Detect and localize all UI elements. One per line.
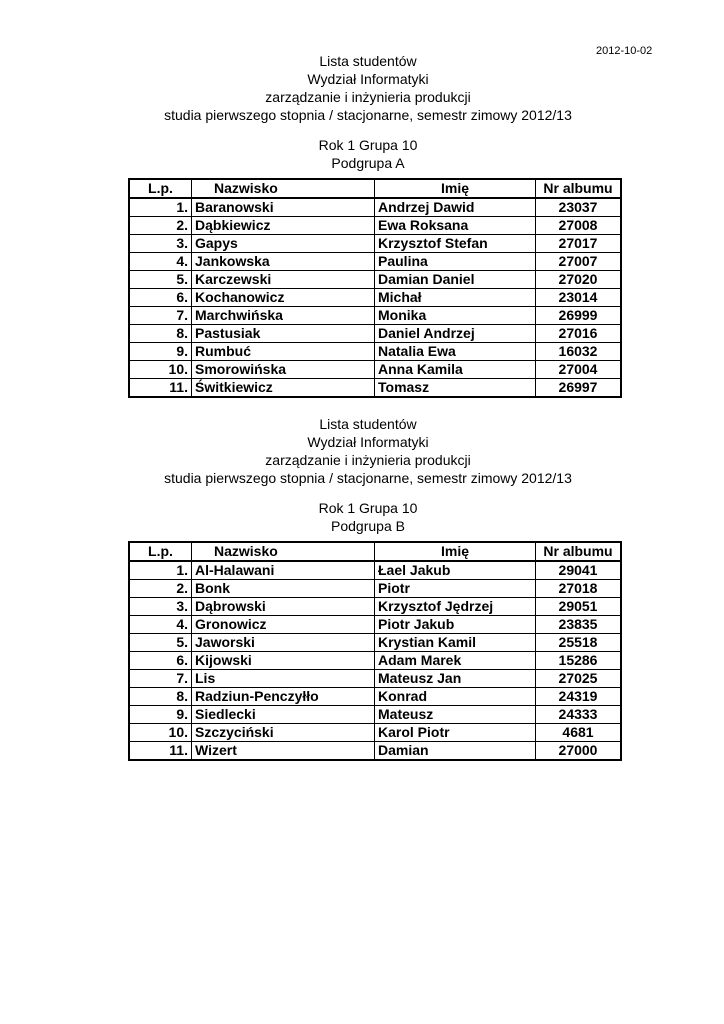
study-mode-semester: studia pierwszego stopnia / stacjonarne, semestr zimowy 2012/13 — [164, 107, 572, 123]
cell-lp: 5. — [129, 634, 192, 652]
cell-lp: 10. — [129, 724, 192, 742]
cell-lp: 4. — [129, 616, 192, 634]
cell-album: 4681 — [536, 724, 622, 742]
cell-lp: 9. — [129, 343, 192, 361]
cell-surname: Radziun-Penczyłło — [192, 688, 375, 706]
table-row — [129, 235, 621, 253]
cell-surname: Lis — [192, 670, 375, 688]
table-row — [129, 361, 621, 379]
table-row — [129, 616, 621, 634]
cell-lp: 5. — [129, 271, 192, 289]
year-group: Rok 1 Grupa 10 — [318, 137, 418, 153]
cell-lp: 1. — [129, 561, 192, 580]
field-of-study: zarządzanie i inżynieria produkcji — [265, 452, 471, 468]
field-of-study: zarządzanie i inżynieria produkcji — [265, 89, 471, 105]
cell-surname: Rumbuć — [192, 343, 375, 361]
table-row — [129, 670, 621, 688]
subgroup-label: Podgrupa A — [331, 155, 405, 171]
cell-album: 29051 — [536, 598, 622, 616]
year-group: Rok 1 Grupa 10 — [318, 500, 418, 516]
cell-album: 26997 — [536, 379, 622, 398]
cell-firstname: Mateusz Jan — [375, 670, 536, 688]
table-row — [129, 307, 621, 325]
cell-firstname: Krzysztof Stefan — [375, 235, 536, 253]
document-date: 2012-10-02 — [596, 45, 653, 57]
cell-album: 27016 — [536, 325, 622, 343]
cell-surname: Smorowińska — [192, 361, 375, 379]
table-row — [129, 688, 621, 706]
table-row — [129, 634, 621, 652]
cell-album: 24333 — [536, 706, 622, 724]
study-mode-semester: studia pierwszego stopnia / stacjonarne, semestr zimowy 2012/13 — [164, 470, 572, 486]
cell-firstname: Daniel Andrzej — [375, 325, 536, 343]
cell-album: 29041 — [536, 561, 622, 580]
subgroup-label: Podgrupa B — [331, 518, 405, 534]
table-row — [129, 198, 621, 217]
cell-album: 23835 — [536, 616, 622, 634]
cell-album: 27020 — [536, 271, 622, 289]
cell-surname: Al-Halawani — [192, 561, 375, 580]
cell-album: 26999 — [536, 307, 622, 325]
cell-lp: 10. — [129, 361, 192, 379]
column-header-firstname: Imię — [375, 179, 536, 198]
cell-surname: Siedlecki — [192, 706, 375, 724]
table-row — [129, 652, 621, 670]
cell-lp: 11. — [129, 742, 192, 761]
cell-lp: 9. — [129, 706, 192, 724]
cell-surname: Świtkiewicz — [192, 379, 375, 398]
cell-surname: Karczewski — [192, 271, 375, 289]
list-title: Lista studentów — [319, 53, 417, 69]
table-row — [129, 598, 621, 616]
table-row — [129, 580, 621, 598]
table-row — [129, 379, 621, 398]
cell-surname: Szczyciński — [192, 724, 375, 742]
cell-firstname: Andrzej Dawid — [375, 198, 536, 217]
cell-lp: 7. — [129, 307, 192, 325]
column-header-lp: L.p. — [129, 179, 192, 198]
cell-album: 27008 — [536, 217, 622, 235]
cell-surname: Kijowski — [192, 652, 375, 670]
cell-firstname: Damian — [375, 742, 536, 761]
table-row — [129, 325, 621, 343]
cell-surname: Jaworski — [192, 634, 375, 652]
cell-firstname: Anna Kamila — [375, 361, 536, 379]
cell-album: 23037 — [536, 198, 622, 217]
cell-surname: Pastusiak — [192, 325, 375, 343]
student-list-subgroup-a — [0, 52, 724, 395]
cell-firstname: Michał — [375, 289, 536, 307]
table-row — [129, 706, 621, 724]
table-row — [129, 724, 621, 742]
cell-album: 27007 — [536, 253, 622, 271]
cell-firstname: Natalia Ewa — [375, 343, 536, 361]
cell-album: 25518 — [536, 634, 622, 652]
cell-firstname: Karol Piotr — [375, 724, 536, 742]
table-row — [129, 217, 621, 235]
cell-lp: 8. — [129, 688, 192, 706]
cell-album: 15286 — [536, 652, 622, 670]
column-header-album: Nr albumu — [536, 179, 622, 198]
table-row — [129, 742, 621, 761]
cell-firstname: Adam Marek — [375, 652, 536, 670]
table-row — [129, 561, 621, 580]
cell-album: 24319 — [536, 688, 622, 706]
cell-lp: 6. — [129, 652, 192, 670]
table-header-row — [129, 179, 621, 198]
table-header-row — [129, 542, 621, 561]
column-header-album: Nr albumu — [536, 542, 622, 561]
table-row — [129, 289, 621, 307]
cell-surname: Wizert — [192, 742, 375, 761]
cell-firstname: Piotr Jakub — [375, 616, 536, 634]
cell-surname: Kochanowicz — [192, 289, 375, 307]
cell-surname: Marchwińska — [192, 307, 375, 325]
cell-album: 27018 — [536, 580, 622, 598]
cell-lp: 6. — [129, 289, 192, 307]
cell-firstname: Mateusz — [375, 706, 536, 724]
cell-lp: 4. — [129, 253, 192, 271]
cell-lp: 3. — [129, 598, 192, 616]
cell-firstname: Piotr — [375, 580, 536, 598]
cell-firstname: Łael Jakub — [375, 561, 536, 580]
faculty-name: Wydział Informatyki — [307, 434, 429, 450]
cell-surname: Dąbkiewicz — [192, 217, 375, 235]
cell-surname: Dąbrowski — [192, 598, 375, 616]
cell-album: 27017 — [536, 235, 622, 253]
cell-firstname: Monika — [375, 307, 536, 325]
column-header-surname: Nazwisko — [192, 542, 375, 561]
cell-surname: Jankowska — [192, 253, 375, 271]
cell-album: 27000 — [536, 742, 622, 761]
cell-lp: 2. — [129, 217, 192, 235]
cell-lp: 2. — [129, 580, 192, 598]
table-row — [129, 271, 621, 289]
cell-lp: 11. — [129, 379, 192, 398]
cell-lp: 8. — [129, 325, 192, 343]
table-row — [129, 343, 621, 361]
students-table — [128, 178, 622, 398]
cell-surname: Gronowicz — [192, 616, 375, 634]
students-table — [128, 541, 622, 761]
cell-lp: 7. — [129, 670, 192, 688]
cell-lp: 3. — [129, 235, 192, 253]
cell-album: 27025 — [536, 670, 622, 688]
cell-album: 16032 — [536, 343, 622, 361]
column-header-surname: Nazwisko — [192, 179, 375, 198]
cell-album: 27004 — [536, 361, 622, 379]
cell-firstname: Krzysztof Jędrzej — [375, 598, 536, 616]
student-list-subgroup-b — [0, 415, 724, 758]
cell-lp: 1. — [129, 198, 192, 217]
cell-surname: Gapys — [192, 235, 375, 253]
cell-firstname: Damian Daniel — [375, 271, 536, 289]
cell-album: 23014 — [536, 289, 622, 307]
cell-firstname: Krystian Kamil — [375, 634, 536, 652]
list-title: Lista studentów — [319, 416, 417, 432]
column-header-lp: L.p. — [129, 542, 192, 561]
cell-firstname: Paulina — [375, 253, 536, 271]
cell-surname: Baranowski — [192, 198, 375, 217]
column-header-firstname: Imię — [375, 542, 536, 561]
table-row — [129, 253, 621, 271]
cell-firstname: Konrad — [375, 688, 536, 706]
cell-firstname: Ewa Roksana — [375, 217, 536, 235]
cell-surname: Bonk — [192, 580, 375, 598]
cell-firstname: Tomasz — [375, 379, 536, 398]
faculty-name: Wydział Informatyki — [307, 71, 429, 87]
